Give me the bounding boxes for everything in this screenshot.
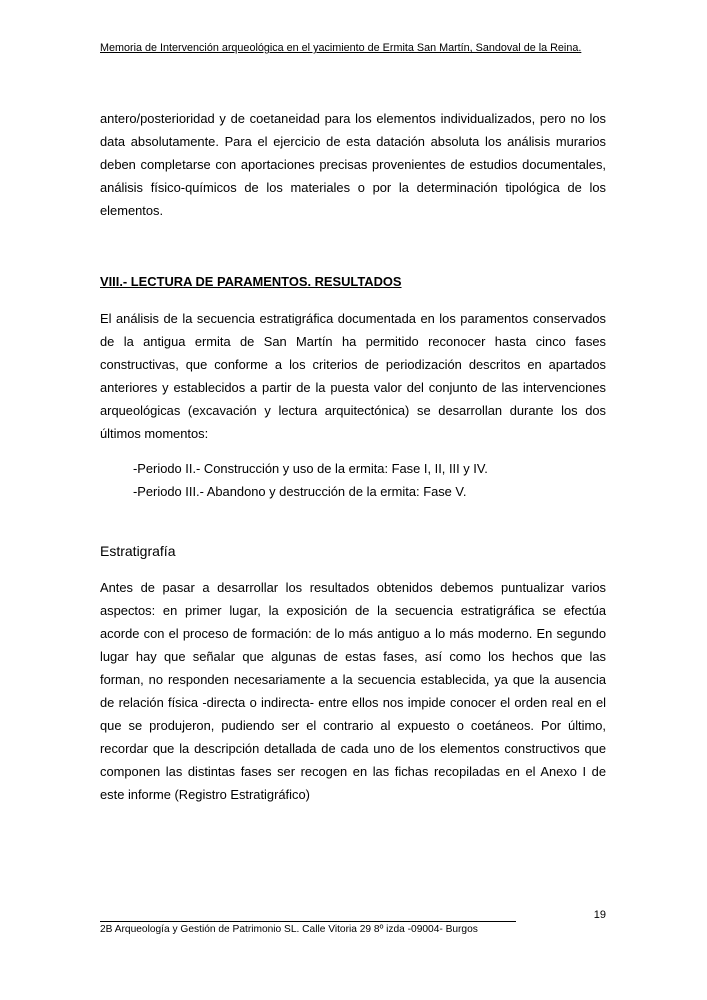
paragraph-line: antero/posterioridad y de coetaneidad para los elementos individualizados, pero no los <box>100 111 606 126</box>
intro-paragraph <box>100 107 606 222</box>
paragraph-line: lugar hay que señalar que algunas de estas fases, así como los hechos que las <box>100 649 606 664</box>
paragraph-line: análisis físico-químicos de los materiales o por la determinación tipológica de los <box>100 180 606 195</box>
paragraph-line: forman, no responden necesariamente a la secuencia establecida, ya que la ausencia <box>100 672 606 687</box>
results-paragraph <box>100 307 606 445</box>
paragraph-line: de relación física -directa o indirecta- entre ellos nos impide conocer el orden real en el <box>100 695 606 710</box>
paragraph-line: componen las distintas fases ser recogen en las fichas recopiladas en el Anexo I de <box>100 764 606 779</box>
paragraph-line: este informe (Registro Estratigráfico) <box>100 787 310 802</box>
paragraph-line: recordar que la descripción detallada de cada uno de los elementos constructivos que <box>100 741 606 756</box>
period-list <box>133 457 488 503</box>
running-header: Memoria de Intervención arqueológica en el yacimiento de Ermita San Martín, Sandoval de la Reina. <box>100 42 582 54</box>
page-number: 19 <box>593 909 606 921</box>
footer-text: 2B Arqueología y Gestión de Patrimonio SL. Calle Vitoria 29 8º izda -09004- Burgos <box>100 924 478 935</box>
paragraph-line: de la antigua ermita de San Martín ha permitido reconocer hasta cinco fases <box>100 334 606 349</box>
stratigraphy-paragraph <box>100 576 606 806</box>
paragraph-line: El análisis de la secuencia estratigráfica documentada en los paramentos conservados <box>100 311 606 326</box>
paragraph-line: data absolutamente. Para el ejercicio de esta datación absoluta los análisis murarios <box>100 134 606 149</box>
period-item: -Periodo III.- Abandono y destrucción de la ermita: Fase V. <box>133 484 467 499</box>
paragraph-line: deben completarse con aportaciones precisas provenientes de estudios documentales, <box>100 157 606 172</box>
section-heading: VIII.- LECTURA DE PARAMENTOS. RESULTADOS <box>100 274 402 289</box>
paragraph-line: acorde con el proceso de formación: de lo más antiguo a lo más moderno. En segundo <box>100 626 606 641</box>
paragraph-line: elementos. <box>100 203 164 218</box>
paragraph-line: que se produjeron, pudiendo ser el contrario al expuesto o coetáneos. Por último, <box>100 718 606 733</box>
paragraph-line: arqueológicas (excavación y lectura arquitectónica) se desarrollan durante los dos <box>100 403 606 418</box>
subsection-heading: Estratigrafía <box>100 543 176 559</box>
paragraph-line: Antes de pasar a desarrollar los resultados obtenidos debemos puntualizar varios <box>100 580 606 595</box>
period-item: -Periodo II.- Construcción y uso de la ermita: Fase I, II, III y IV. <box>133 461 488 476</box>
paragraph-line: constructivas, que conforme a los criterios de periodización descritos en apartados <box>100 357 606 372</box>
paragraph-line: últimos momentos: <box>100 426 209 441</box>
footer-divider <box>100 921 516 922</box>
paragraph-line: aspectos: en primer lugar, la exposición de la secuencia estratigráfica se efectúa <box>100 603 606 618</box>
paragraph-line: anteriores y establecidos a partir de la puesta valor del conjunto de las intervenciones <box>100 380 606 395</box>
